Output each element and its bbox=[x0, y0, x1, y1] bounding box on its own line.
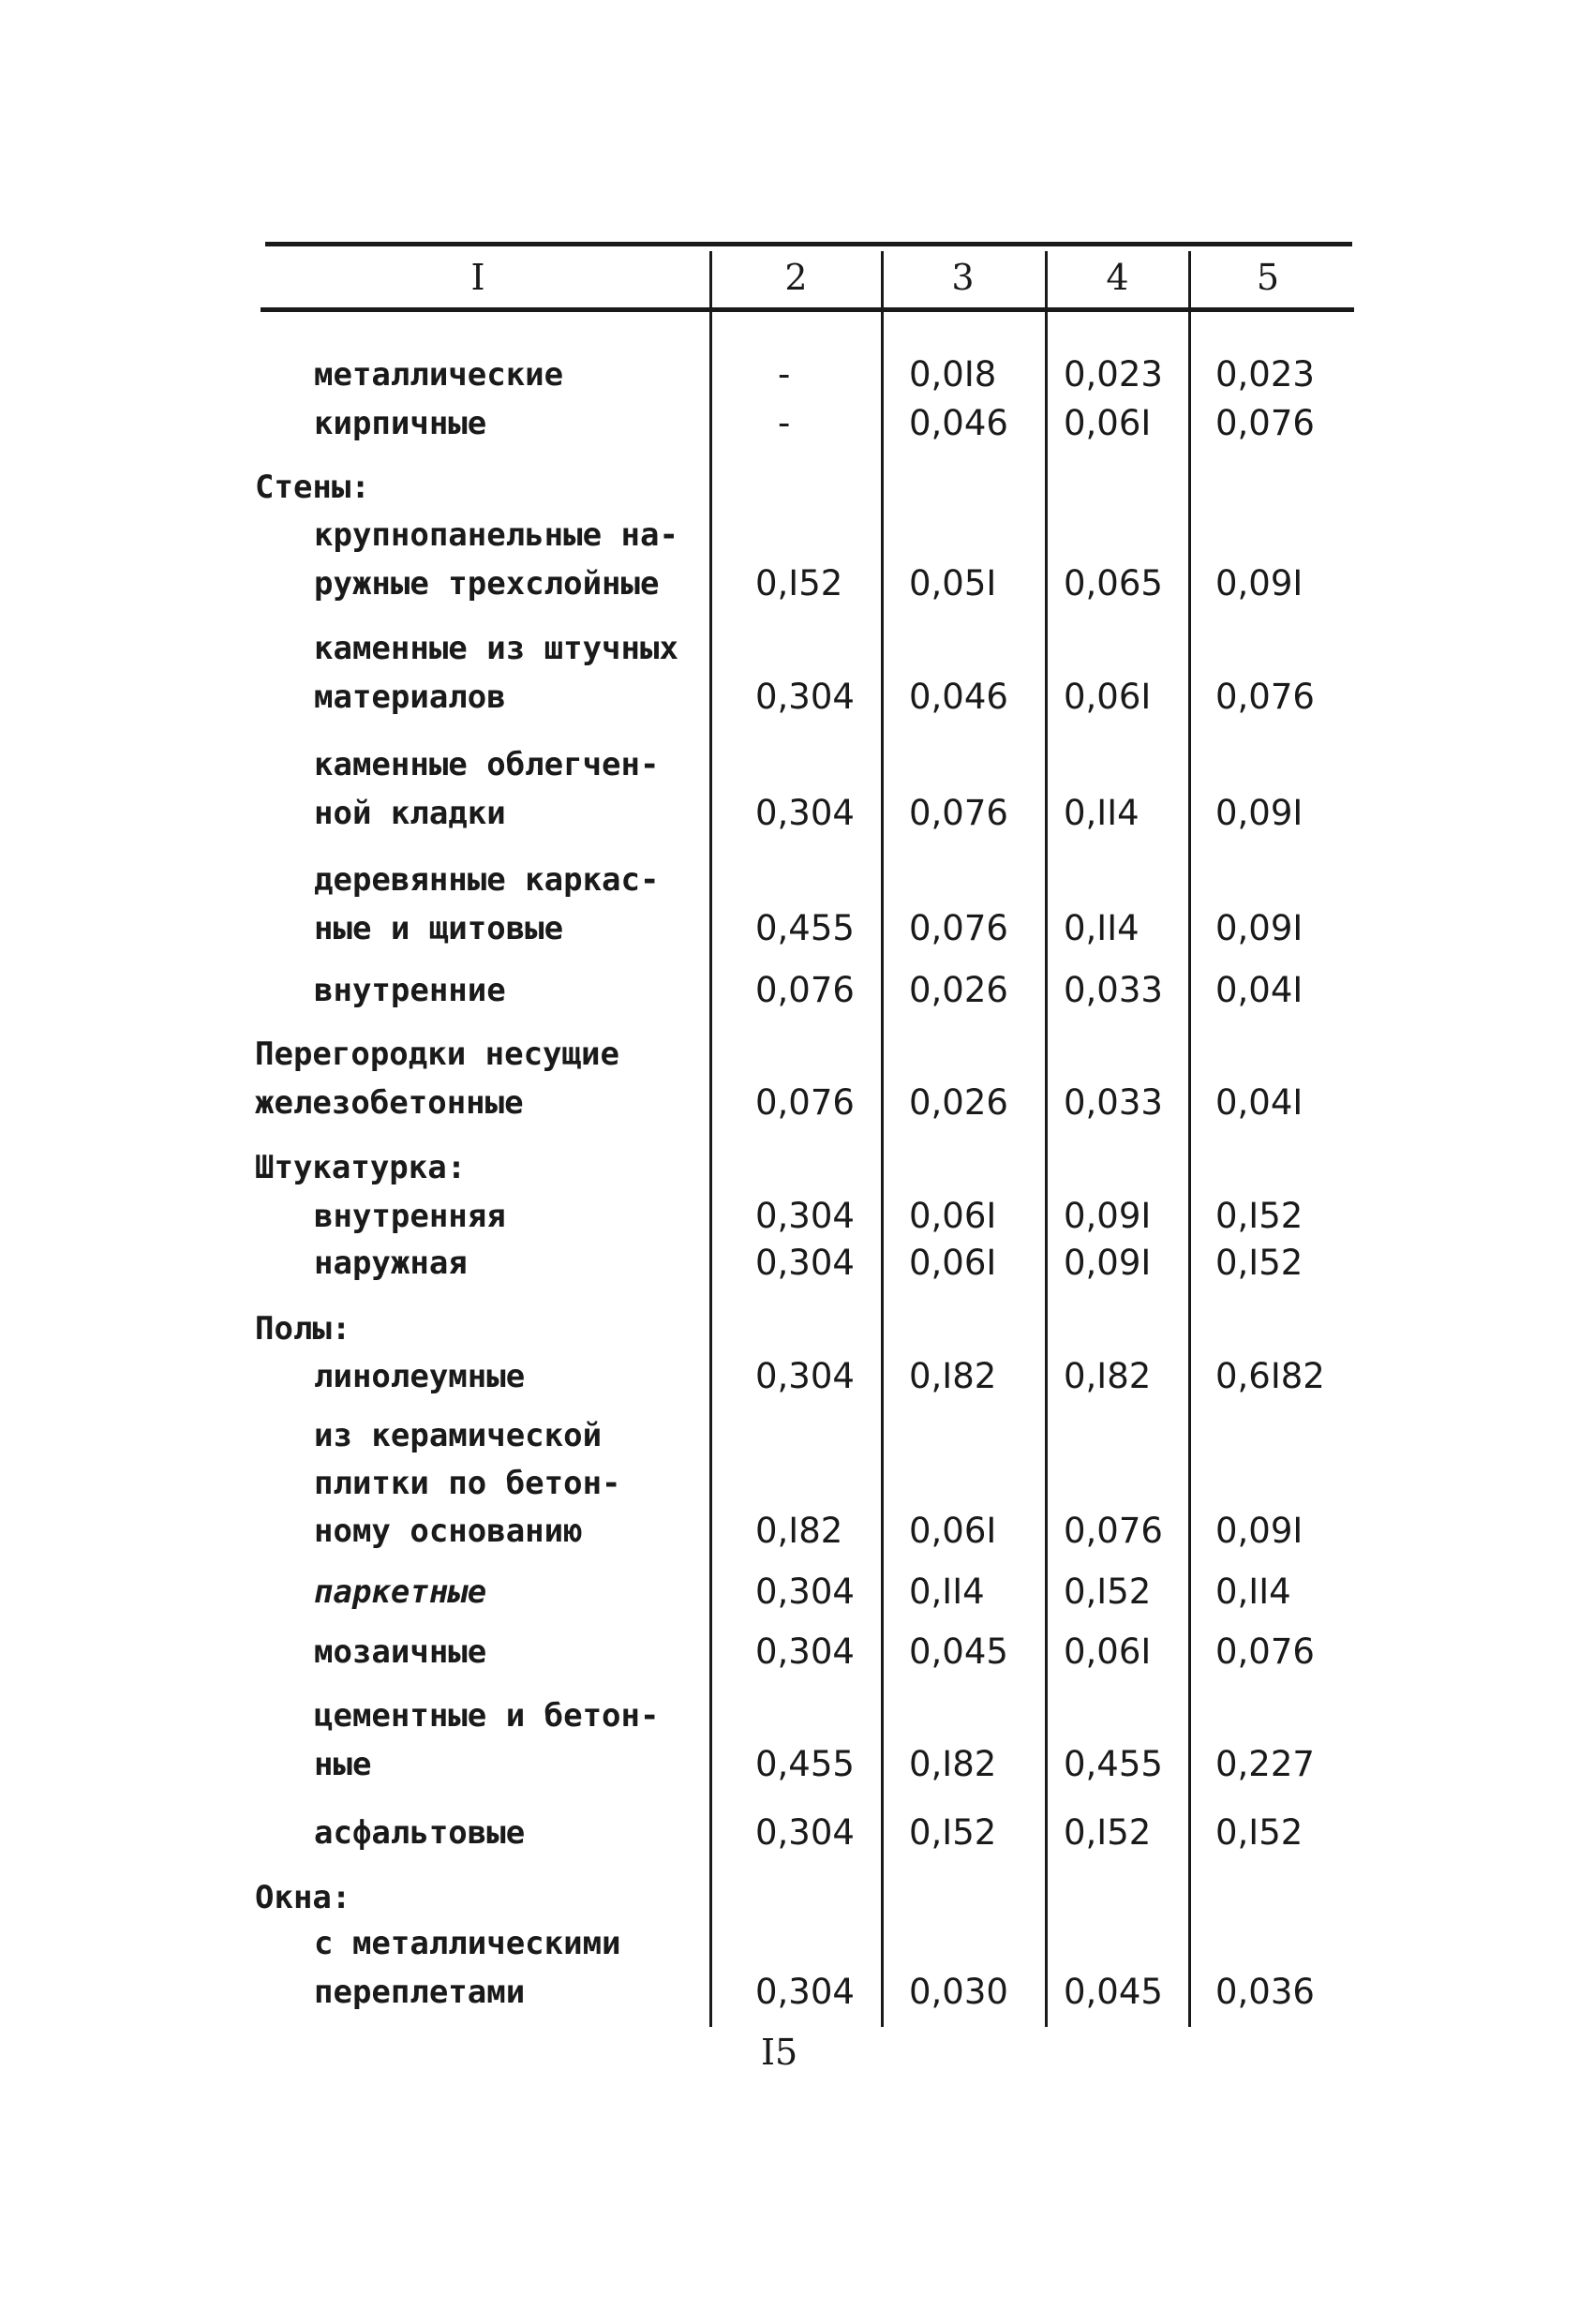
row-label: деревянные каркас- bbox=[314, 861, 660, 899]
cell-c5: 0,I52 bbox=[1215, 1243, 1304, 1283]
row-label: каменные облегчен- bbox=[314, 746, 660, 783]
cell-c4: 0,033 bbox=[1064, 1082, 1163, 1123]
cell-c5: 0,023 bbox=[1215, 354, 1315, 395]
cell-c2: 0,304 bbox=[755, 1972, 855, 2012]
row-label: Окна: bbox=[255, 1879, 351, 1916]
table-row bbox=[0, 1809, 1594, 1857]
cell-c3: 0,06I bbox=[909, 1511, 997, 1551]
header-col-5: 5 bbox=[1256, 257, 1280, 298]
cell-c4: 0,076 bbox=[1064, 1511, 1163, 1551]
table-row bbox=[0, 673, 1594, 722]
row-label: Стены: bbox=[255, 469, 370, 506]
cell-c5: 0,I52 bbox=[1215, 1812, 1304, 1853]
table-row bbox=[0, 1968, 1594, 2017]
cell-c5: 0,I52 bbox=[1215, 1196, 1304, 1236]
cell-c3: 0,05I bbox=[909, 563, 997, 603]
cell-c4: 0,06I bbox=[1064, 1631, 1152, 1672]
table-row bbox=[0, 1352, 1594, 1401]
cell-c2: 0,076 bbox=[755, 1082, 855, 1123]
row-label: Перегородки несущие bbox=[255, 1035, 619, 1073]
table-row bbox=[0, 740, 1594, 789]
cell-c2: 0,304 bbox=[755, 1196, 855, 1236]
row-label: крупнопанельные на- bbox=[314, 516, 678, 554]
header-col-3: 3 bbox=[951, 257, 975, 298]
row-label: внутренняя bbox=[314, 1198, 506, 1235]
table-row bbox=[0, 1691, 1594, 1740]
row-label: железобетонные bbox=[255, 1084, 524, 1122]
cell-c2: 0,304 bbox=[755, 1812, 855, 1853]
cell-c5: 0,09I bbox=[1215, 908, 1304, 948]
cell-c2: 0,076 bbox=[755, 970, 855, 1010]
cell-c2: 0,304 bbox=[755, 677, 855, 717]
cell-c3: 0,076 bbox=[909, 793, 1008, 833]
cell-c3: 0,046 bbox=[909, 403, 1008, 443]
cell-c2: - bbox=[778, 354, 791, 395]
cell-c5: 0,09I bbox=[1215, 793, 1304, 833]
cell-c3: 0,0I8 bbox=[909, 354, 997, 395]
table-row bbox=[0, 624, 1594, 673]
row-label: каменные из штучных bbox=[314, 630, 678, 667]
page-number: I5 bbox=[761, 2032, 798, 2073]
cell-c3: 0,026 bbox=[909, 970, 1008, 1010]
cell-c2: 0,455 bbox=[755, 908, 855, 948]
cell-c2: 0,455 bbox=[755, 1744, 855, 1784]
cell-c4: 0,455 bbox=[1064, 1744, 1163, 1784]
cell-c3: 0,030 bbox=[909, 1972, 1008, 2012]
cell-c4: 0,06I bbox=[1064, 403, 1152, 443]
row-label: Полы: bbox=[255, 1310, 351, 1348]
row-label: цементные и бетон- bbox=[314, 1697, 660, 1735]
table-row bbox=[0, 1873, 1594, 1922]
table-row bbox=[0, 1411, 1594, 1460]
cell-c2: 0,304 bbox=[755, 1243, 855, 1283]
cell-c4: 0,II4 bbox=[1064, 793, 1140, 833]
table-row bbox=[0, 1507, 1594, 1556]
cell-c4: 0,065 bbox=[1064, 563, 1163, 603]
table-row bbox=[0, 1628, 1594, 1676]
cell-c3: 0,I52 bbox=[909, 1812, 997, 1853]
cell-c4: 0,06I bbox=[1064, 677, 1152, 717]
table-row bbox=[0, 350, 1594, 399]
row-label: из керамической bbox=[314, 1417, 603, 1454]
table-row bbox=[0, 463, 1594, 512]
table-row bbox=[0, 1143, 1594, 1192]
cell-c4: 0,I52 bbox=[1064, 1572, 1152, 1612]
row-label: внутренние bbox=[314, 972, 506, 1009]
table-row bbox=[0, 1304, 1594, 1353]
cell-c2: 0,304 bbox=[755, 793, 855, 833]
cell-c3: 0,I82 bbox=[909, 1744, 997, 1784]
row-label: ному основанию bbox=[314, 1512, 583, 1550]
cell-c4: 0,023 bbox=[1064, 354, 1163, 395]
table-row bbox=[0, 511, 1594, 559]
row-label: мозаичные bbox=[314, 1633, 487, 1671]
cell-c5: 0,09I bbox=[1215, 563, 1304, 603]
table-top-rule bbox=[265, 242, 1352, 246]
cell-c5: 0,076 bbox=[1215, 1631, 1315, 1672]
cell-c4: 0,045 bbox=[1064, 1972, 1163, 2012]
cell-c4: 0,II4 bbox=[1064, 908, 1140, 948]
row-label: ные bbox=[314, 1746, 372, 1783]
row-label: наружная bbox=[314, 1244, 468, 1282]
cell-c4: 0,I52 bbox=[1064, 1812, 1152, 1853]
row-label: переплетами bbox=[314, 1974, 526, 2011]
cell-c2: 0,I82 bbox=[755, 1511, 843, 1551]
cell-c5: 0,076 bbox=[1215, 677, 1315, 717]
table-row bbox=[0, 856, 1594, 904]
cell-c2: 0,I52 bbox=[755, 563, 843, 603]
cell-c3: 0,076 bbox=[909, 908, 1008, 948]
table-row bbox=[0, 399, 1594, 448]
row-label: линолеумные bbox=[314, 1358, 526, 1395]
cell-c5: 0,04I bbox=[1215, 1082, 1304, 1123]
cell-c3: 0,06I bbox=[909, 1196, 997, 1236]
row-label: металлические bbox=[314, 356, 564, 394]
cell-c4: 0,09I bbox=[1064, 1243, 1152, 1283]
table-row bbox=[0, 1079, 1594, 1127]
row-label: паркетные bbox=[314, 1573, 487, 1611]
header-col-4: 4 bbox=[1106, 257, 1129, 298]
table-row bbox=[0, 1239, 1594, 1288]
cell-c3: 0,06I bbox=[909, 1243, 997, 1283]
cell-c5: 0,036 bbox=[1215, 1972, 1315, 2012]
cell-c2: - bbox=[778, 403, 791, 443]
cell-c3: 0,I82 bbox=[909, 1356, 997, 1396]
table-row bbox=[0, 1030, 1594, 1079]
cell-c5: 0,6I82 bbox=[1215, 1356, 1325, 1396]
cell-c5: 0,04I bbox=[1215, 970, 1304, 1010]
row-label: ные и щитовые bbox=[314, 910, 564, 947]
table-row bbox=[0, 559, 1594, 608]
cell-c4: 0,I82 bbox=[1064, 1356, 1152, 1396]
cell-c3: 0,026 bbox=[909, 1082, 1008, 1123]
header-col-1: I bbox=[470, 257, 485, 298]
cell-c5: 0,076 bbox=[1215, 403, 1315, 443]
cell-c5: 0,II4 bbox=[1215, 1572, 1291, 1612]
cell-c5: 0,227 bbox=[1215, 1744, 1315, 1784]
table-row bbox=[0, 1459, 1594, 1508]
row-label: кирпичные bbox=[314, 405, 487, 442]
table-row bbox=[0, 789, 1594, 838]
table-row bbox=[0, 1919, 1594, 1968]
table-row bbox=[0, 1740, 1594, 1789]
row-label: материалов bbox=[314, 678, 506, 716]
cell-c2: 0,304 bbox=[755, 1356, 855, 1396]
row-label: асфальтовые bbox=[314, 1814, 526, 1852]
cell-c5: 0,09I bbox=[1215, 1511, 1304, 1551]
row-label: с металлическими bbox=[314, 1925, 621, 1962]
table-row bbox=[0, 904, 1594, 953]
cell-c2: 0,304 bbox=[755, 1631, 855, 1672]
cell-c2: 0,304 bbox=[755, 1572, 855, 1612]
cell-c4: 0,033 bbox=[1064, 970, 1163, 1010]
header-col-2: 2 bbox=[784, 257, 808, 298]
row-label: Штукатурка: bbox=[255, 1149, 467, 1186]
cell-c3: 0,046 bbox=[909, 677, 1008, 717]
row-label: ной кладки bbox=[314, 795, 506, 832]
table-row bbox=[0, 1568, 1594, 1616]
table-row bbox=[0, 966, 1594, 1015]
row-label: плитки по бетон- bbox=[314, 1465, 621, 1502]
cell-c4: 0,09I bbox=[1064, 1196, 1152, 1236]
cell-c3: 0,II4 bbox=[909, 1572, 985, 1612]
table-row bbox=[0, 1192, 1594, 1241]
cell-c3: 0,045 bbox=[909, 1631, 1008, 1672]
row-label: ружные трехслойные bbox=[314, 565, 660, 603]
